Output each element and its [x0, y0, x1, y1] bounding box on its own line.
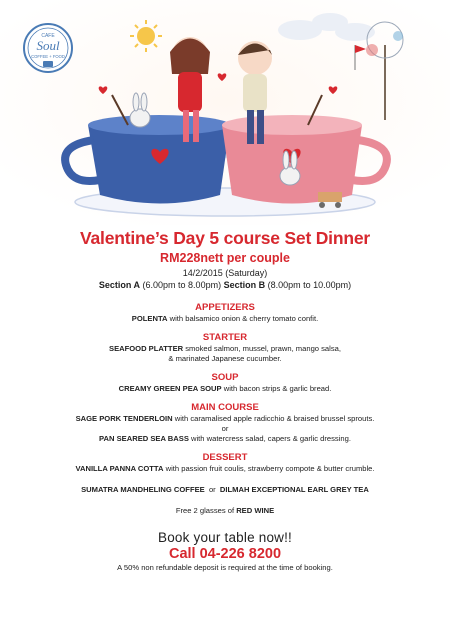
- logo-small-text: CAFE: [41, 33, 55, 39]
- valentine-illustration: [0, 0, 450, 225]
- deposit-note: A 50% non refundable deposit is required at the time of booking.: [117, 563, 333, 572]
- beverage-coffee: SUMATRA MANDHELING COFFEE: [81, 485, 205, 494]
- main-option1-dish: SAGE PORK TENDERLOIN: [75, 414, 173, 423]
- main-course-option2: [0, 434, 450, 444]
- appetizers-desc: with balsamico onion & cherry tomato confit.: [167, 314, 319, 323]
- wine-item: RED WINE: [236, 506, 275, 515]
- starter-desc: smoked salmon, mussel, prawn, mango salsa,: [183, 344, 341, 353]
- main-course-or: or: [221, 424, 229, 433]
- booking-phone[interactable]: Call 04-226 8200: [168, 546, 282, 562]
- logo-name-text: Soul: [36, 38, 60, 53]
- soup-desc: with bacon strips & garlic bread.: [221, 384, 332, 393]
- appetizers-item: [0, 314, 450, 324]
- event-title: Valentine’s Day 5 course Set Dinner: [80, 228, 370, 248]
- starter-dish: SEAFOOD PLATTER: [109, 344, 184, 353]
- main-course-option1: [0, 414, 450, 424]
- dessert-desc: with passion fruit coulis, strawberry compote & butter crumble.: [163, 464, 375, 473]
- soup-item: [0, 384, 450, 394]
- appetizers-heading: APPETIZERS: [195, 302, 255, 313]
- menu-content: [0, 228, 450, 573]
- dessert-heading: DESSERT: [202, 452, 248, 463]
- main-option1-desc: with caramalised apple radicchio & braised brussel sprouts.: [172, 414, 375, 423]
- session-b-label: Section B: [223, 280, 266, 290]
- beverage-line: [0, 485, 450, 495]
- booking-cta: Book your table now!!: [157, 530, 293, 545]
- wine-line: [0, 506, 450, 516]
- appetizers-dish: POLENTA: [131, 314, 168, 323]
- dessert-dish: VANILLA PANNA COTTA: [75, 464, 164, 473]
- event-date: 14/2/2015 (Saturday): [182, 268, 268, 278]
- session-a-time: (6.00pm to 8.00pm): [140, 280, 224, 290]
- cafe-logo-icon: [22, 22, 74, 74]
- main-course-heading: MAIN COURSE: [191, 402, 259, 413]
- beverage-or: or: [204, 485, 220, 494]
- soup-heading: SOUP: [211, 372, 239, 383]
- session-a-label: Section A: [98, 280, 141, 290]
- event-price: RM228nett per couple: [160, 251, 290, 265]
- starter-item: [0, 344, 450, 354]
- beverage-tea: DILMAH EXCEPTIONAL EARL GREY TEA: [219, 485, 369, 494]
- cafe-soul-logo: [22, 22, 74, 74]
- main-option2-desc: with watercress salad, capers & garlic dressing.: [188, 434, 351, 443]
- wine-prefix: Free 2 glasses of: [175, 506, 237, 515]
- soup-dish: CREAMY GREEN PEA SOUP: [118, 384, 222, 393]
- starter-item-cont: & marinated Japanese cucumber.: [168, 354, 282, 363]
- main-option2-dish: PAN SEARED SEA BASS: [99, 434, 189, 443]
- starter-heading: STARTER: [202, 332, 248, 343]
- logo-sub-text: COFFEE + FOOD: [31, 54, 65, 59]
- event-sessions: [0, 279, 450, 291]
- dessert-item: [0, 464, 450, 474]
- session-b-time: (8.00pm to 10.00pm): [265, 280, 352, 290]
